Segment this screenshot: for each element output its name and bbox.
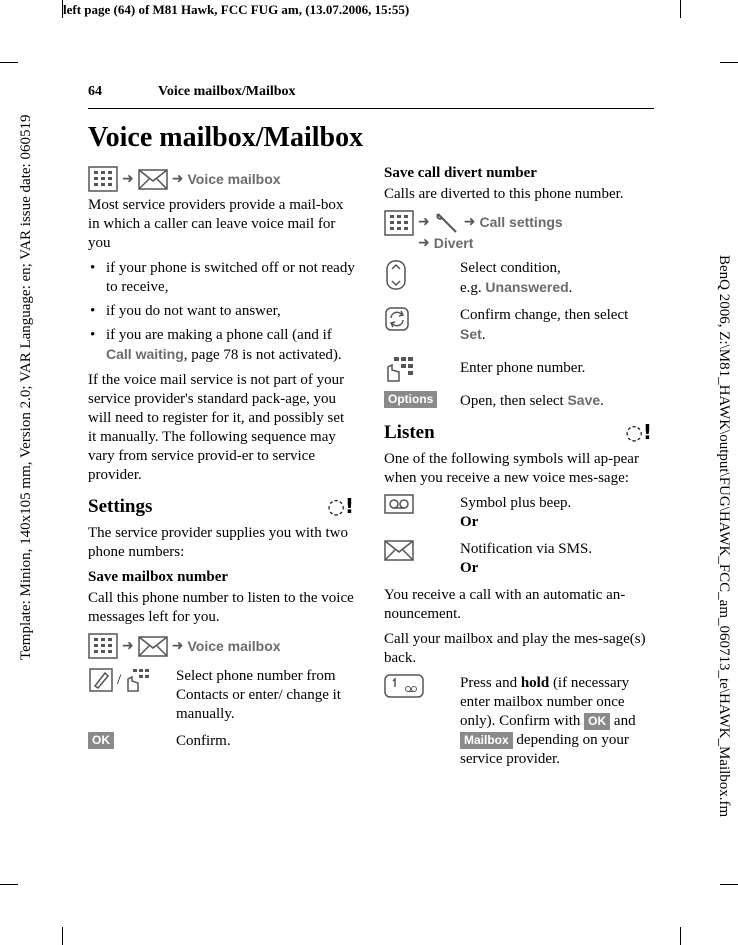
right-margin-text: BenQ 2006, Z:\M81_HAWK\output\FUG\HAWK_FCC_am_060713_te\HAWK_Mailbox.fm [716, 255, 732, 818]
crop-mark [680, 0, 681, 18]
arrow-icon: ➜ [122, 637, 134, 654]
menu-item-divert: Divert [433, 235, 474, 251]
page-title: Voice mailbox/Mailbox [88, 122, 364, 153]
menu-grid-icon [88, 166, 118, 192]
heading-text: Listen [384, 422, 435, 443]
term-set: Set [460, 326, 482, 342]
subheading-save-divert: Save call divert number [384, 165, 537, 181]
body-text: Calls are diverted to this phone number. [384, 186, 624, 202]
menu-grid-icon [384, 210, 414, 236]
step-icons [384, 674, 460, 698]
body-text: The service provider supplies you with two phone numbers: [88, 525, 348, 560]
step-text-part: (if necessary enter mailbox number once only). Confirm with [460, 675, 630, 729]
step-text-part: depending on your service provider. [460, 732, 629, 767]
body-text: Call this phone number to listen to the voice messages left for you. [88, 590, 354, 625]
symbol-desc: Notification via SMS. [460, 541, 593, 557]
step-text-part: e.g. [460, 280, 486, 296]
menu-path [88, 633, 356, 659]
separator: / [117, 671, 122, 688]
menu-item-voice-mailbox: Voice mailbox [187, 637, 281, 654]
menu-path [88, 166, 356, 192]
provider-dependent-icon: ◌! [327, 494, 354, 518]
arrow-icon: ➜ [463, 213, 476, 230]
term-unanswered: Unanswered [485, 279, 569, 295]
term-save: Save [567, 392, 601, 408]
print-header: left page (64) of M81 Hawk, FCC FUG am, (13.07.2006, 15:55) [63, 2, 410, 17]
menu-grid-icon [88, 633, 118, 659]
step-icons [384, 259, 460, 291]
envelope-icon [384, 540, 414, 562]
intro-text: Most service providers provide a mail-box in which a caller can leave voice mail for you [88, 197, 344, 251]
crop-mark [62, 927, 63, 945]
step-icons [384, 540, 460, 562]
step-icons [384, 355, 460, 383]
center-key-icon [384, 306, 410, 332]
step-icons [384, 306, 460, 332]
step-text: Enter phone number. [460, 360, 586, 376]
list-item-text: , page 78 is not activated). [183, 347, 342, 363]
envelope-icon [138, 634, 168, 658]
left-margin-text: Template: Minion, 140x105 mm, Version 2.0; VAR Language: en; VAR issue date: 060519 [18, 114, 34, 660]
envelope-icon [138, 167, 168, 191]
ok-softkey: OK [88, 732, 114, 749]
step-text [460, 674, 654, 769]
menu-path [384, 210, 654, 253]
contacts-book-icon [88, 667, 114, 693]
step-text [460, 259, 654, 298]
step-text-bold: hold [520, 675, 550, 691]
step-text-part: . [568, 280, 573, 296]
crop-mark [0, 62, 18, 63]
step-icons [88, 667, 164, 693]
navigation-key-icon [384, 259, 408, 291]
or-label: Or [460, 514, 479, 530]
step-text-part: Open, then select [460, 393, 568, 409]
step-text-part: . [600, 393, 604, 409]
right-column [384, 164, 654, 777]
arrow-icon: ➜ [171, 637, 184, 654]
step-icons [384, 494, 460, 514]
body-text: If the voice mail service is not part of your service provider's standard pack-age, you will need to register for it, and possibly set it manually. The following sequence may vary from service provid-er to service provider. [88, 372, 345, 483]
step-row [384, 259, 654, 298]
keypad-icon [384, 355, 414, 383]
section-heading-settings [88, 494, 356, 518]
running-header: Voice mailbox/Mailbox [158, 84, 296, 99]
symbol-row [384, 540, 654, 578]
symbol-text [460, 540, 654, 578]
right-margin-note [712, 60, 732, 920]
menu-item-call-settings: Call settings [479, 213, 563, 230]
symbol-row [384, 494, 654, 532]
heading-text: Settings [88, 496, 153, 517]
crop-mark [680, 927, 681, 945]
symbol-desc: Symbol plus beep. [460, 495, 572, 511]
or-label: Or [460, 560, 479, 576]
key-1-icon [384, 674, 424, 698]
body-text: You receive a call with an automatic an-nouncement. [384, 587, 626, 622]
left-margin-note [18, 60, 38, 920]
voicemail-icon [384, 494, 414, 514]
step-text [460, 391, 654, 411]
ok-softkey: OK [584, 713, 610, 730]
step-text-part: . [481, 327, 486, 343]
step-icons [384, 391, 460, 408]
step-icons [88, 732, 164, 749]
step-row [384, 674, 654, 769]
body-text: One of the following symbols will ap-pear when you receive a new voice mes-sage: [384, 451, 639, 486]
step-row [384, 391, 654, 411]
page-number: 64 [88, 84, 102, 99]
provider-dependent-icon: ◌! [625, 420, 652, 444]
step-row [88, 732, 356, 751]
options-softkey: Options [384, 391, 437, 408]
step-text-part: Confirm change, then select [460, 307, 629, 323]
step-text-part: and [610, 713, 636, 729]
list-item: • if your phone is switched off or not ready to receive, [88, 259, 356, 297]
arrow-icon: ➜ [418, 213, 430, 230]
step-text-part: Select condition, [460, 260, 561, 276]
keypad-icon [124, 667, 150, 693]
list-item: • if you do not want to answer, [88, 302, 356, 321]
step-row [384, 355, 654, 383]
wrench-icon [434, 210, 460, 234]
menu-path-items [418, 210, 563, 253]
menu-path-line [418, 234, 563, 253]
menu-item-voice-mailbox: Voice mailbox [187, 170, 281, 187]
step-text: Confirm. [176, 733, 231, 749]
list-item [88, 326, 356, 365]
menu-path-line [418, 210, 563, 234]
list-item-text: if you are making a phone call (and if [106, 327, 332, 343]
body-text: Call your mailbox and play the mes-sage(s) back. [384, 631, 646, 666]
subheading-save-mailbox: Save mailbox number [88, 569, 229, 585]
arrow-icon: ➜ [122, 170, 134, 187]
arrow-icon: ➜ [418, 235, 430, 251]
step-text-part: Press and [460, 675, 521, 691]
step-text [460, 306, 654, 345]
left-column [88, 164, 356, 759]
bullet-list [88, 259, 356, 365]
crop-mark [0, 884, 18, 885]
header-rule [88, 108, 654, 109]
mailbox-softkey: Mailbox [460, 732, 513, 749]
step-text: Select phone number from Contacts or enter/ change it manually. [176, 668, 341, 722]
step-row [384, 306, 654, 345]
step-row [88, 667, 356, 724]
symbol-text [460, 494, 654, 532]
arrow-icon: ➜ [171, 170, 184, 187]
section-heading-listen [384, 420, 654, 444]
term-call-waiting: Call waiting [106, 346, 184, 362]
